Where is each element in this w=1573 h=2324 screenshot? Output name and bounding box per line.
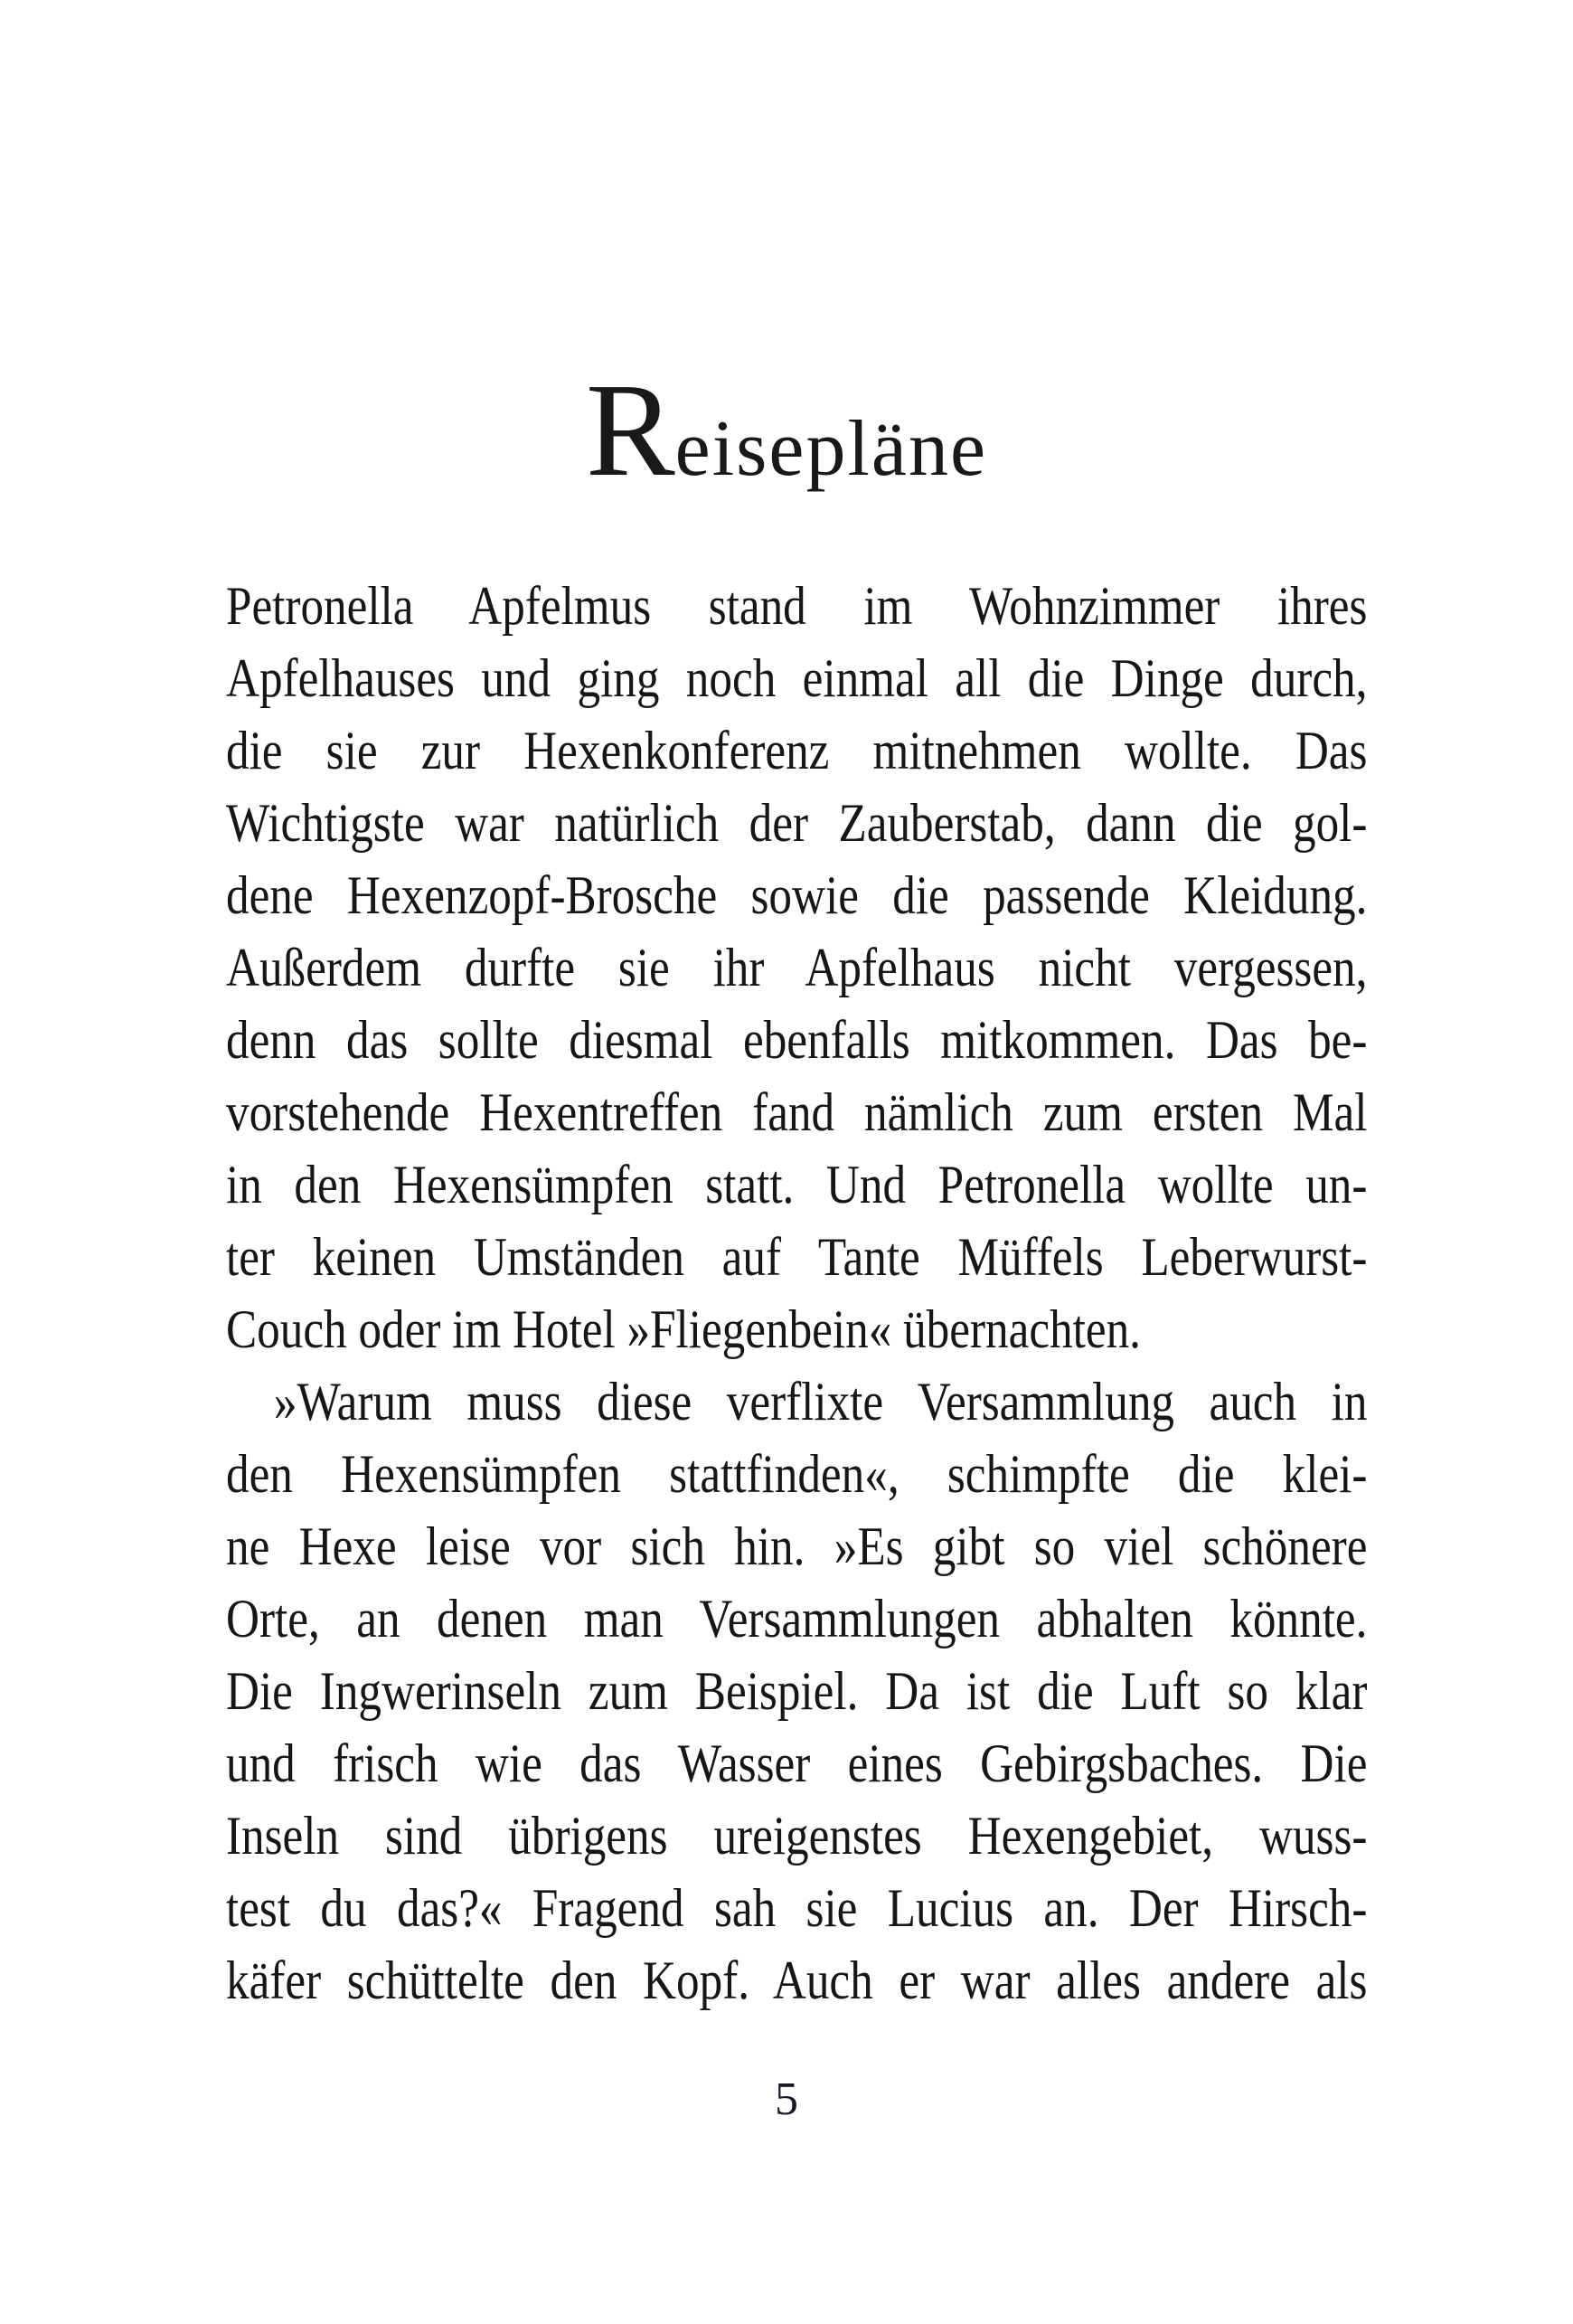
text-line: Inseln sind übrigens ureigenstes Hexengebiet, wuss-: [226, 1806, 1368, 1866]
text-line: in den Hexensümpfen statt. Und Petronella wollte un-: [226, 1155, 1368, 1214]
text-line: den Hexensümpfen stattfinden«, schimpfte die klei-: [226, 1444, 1368, 1504]
page-number: 5: [775, 2074, 798, 2125]
text-line: Wichtigste war natürlich der Zauberstab, dann die gol-: [226, 793, 1368, 853]
text-line: Couch oder im Hotel »Fliegenbein« übernachten.: [226, 1299, 1141, 1359]
body-text: [226, 570, 1367, 2017]
text-line: und frisch wie das Wasser eines Gebirgsbaches. Die: [226, 1734, 1368, 1793]
chapter-title: Reisepläne: [585, 355, 988, 505]
text-line: »Warum muss diese verflixte Versammlung auch in: [273, 1372, 1368, 1431]
text-line: ter keinen Umständen auf Tante Müffels Leberwurst-: [226, 1227, 1368, 1287]
text-line: die sie zur Hexenkonferenz mitnehmen wollte. Das: [226, 721, 1368, 780]
text-line: dene Hexenzopf-Brosche sowie die passende Kleidung.: [226, 865, 1368, 925]
text-line: Orte, an denen man Versammlungen abhalten könnte.: [226, 1589, 1368, 1649]
text-line: Petronella Apfelmus stand im Wohnzimmer ihres: [226, 576, 1368, 636]
text-line: ne Hexe leise vor sich hin. »Es gibt so viel schönere: [226, 1516, 1368, 1576]
text-line: Außerdem durfte sie ihr Apfelhaus nicht vergessen,: [226, 938, 1368, 997]
text-line: käfer schüttelte den Kopf. Auch er war alles andere als: [226, 1951, 1368, 2010]
text-line: Die Ingwerinseln zum Beispiel. Da ist die Luft so klar: [226, 1661, 1368, 1721]
text-line: test du das?« Fragend sah sie Lucius an. Der Hirsch-: [226, 1878, 1368, 1938]
text-line: vorstehende Hexentreffen fand nämlich zum ersten Mal: [226, 1082, 1368, 1142]
text-line: Apfelhauses und ging noch einmal all die Dinge durch,: [226, 648, 1368, 708]
text-line: denn das sollte diesmal ebenfalls mitkommen. Das be-: [226, 1010, 1368, 1070]
